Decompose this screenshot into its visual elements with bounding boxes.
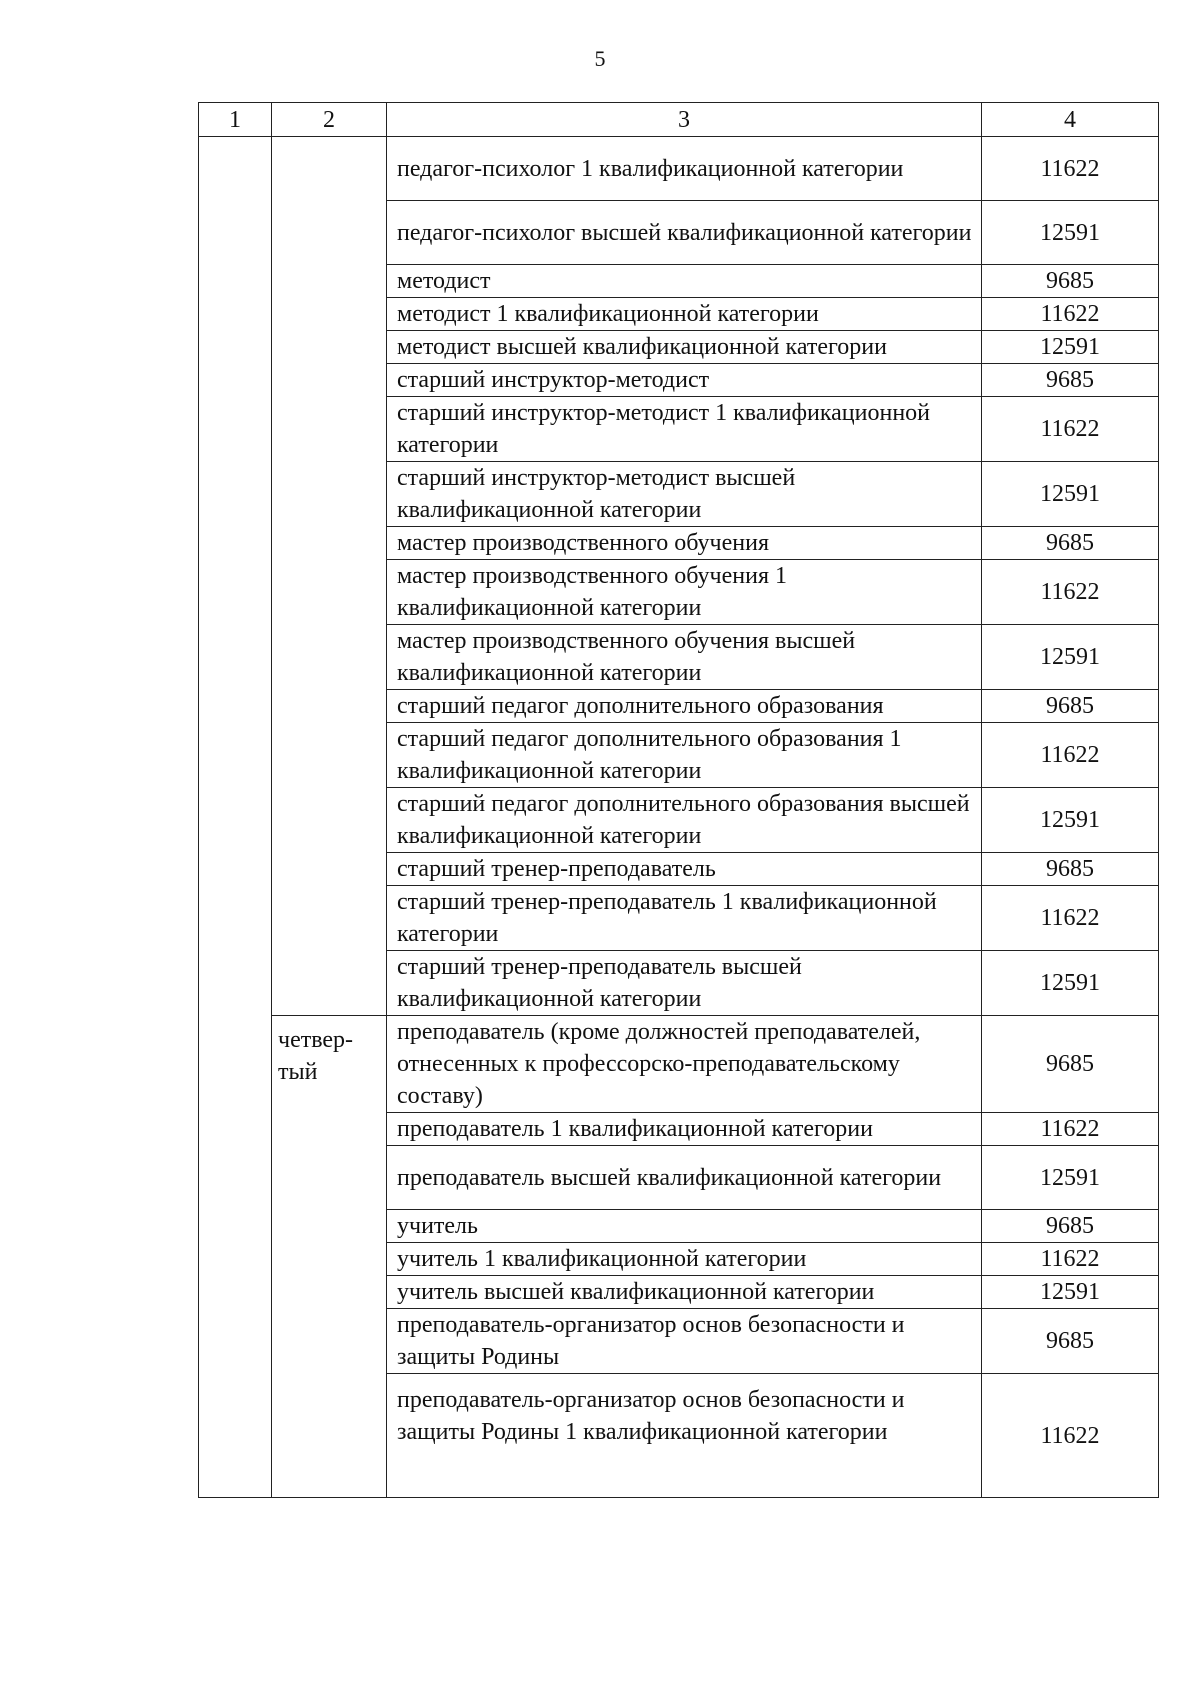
position-cell: преподаватель-организатор основ безопасности и защиты Родины 1 квалификационной категории: [387, 1374, 982, 1498]
salary-cell: 12591: [982, 331, 1159, 364]
salary-cell: 9685: [982, 690, 1159, 723]
column-2-cell-empty: [272, 137, 387, 1016]
column-1-cell: [199, 137, 272, 1498]
salary-cell: 12591: [982, 951, 1159, 1016]
salary-cell: 12591: [982, 1146, 1159, 1210]
table-row: [199, 137, 1159, 201]
table-row: [199, 1016, 1159, 1113]
position-cell: мастер производственного обучения 1 квалификационной категории: [387, 560, 982, 625]
position-cell: методист высшей квалификационной категории: [387, 331, 982, 364]
salary-cell: 9685: [982, 1016, 1159, 1113]
salary-cell: 11622: [982, 397, 1159, 462]
salary-cell: 9685: [982, 364, 1159, 397]
salary-cell: 11622: [982, 298, 1159, 331]
group-label: четвер- тый: [278, 1027, 354, 1085]
column-header-4: 4: [982, 103, 1159, 137]
position-cell: старший педагог дополнительного образования 1 квалификационной категории: [387, 723, 982, 788]
page-number: 5: [594, 46, 606, 71]
column-header-1: 1: [199, 103, 272, 137]
salary-cell: 11622: [982, 1243, 1159, 1276]
position-cell: старший тренер-преподаватель: [387, 853, 982, 886]
salary-cell: 11622: [982, 1113, 1159, 1146]
position-cell: старший тренер-преподаватель 1 квалификационной категории: [387, 886, 982, 951]
position-cell: учитель: [387, 1210, 982, 1243]
salary-cell: 12591: [982, 1276, 1159, 1309]
salary-cell: 9685: [982, 527, 1159, 560]
position-cell: старший педагог дополнительного образования: [387, 690, 982, 723]
salary-cell: 11622: [982, 886, 1159, 951]
position-cell: учитель 1 квалификационной категории: [387, 1243, 982, 1276]
position-cell: методист 1 квалификационной категории: [387, 298, 982, 331]
salary-cell: 9685: [982, 853, 1159, 886]
salary-cell: 9685: [982, 1210, 1159, 1243]
position-cell: мастер производственного обучения высшей квалификационной категории: [387, 625, 982, 690]
position-cell: старший тренер-преподаватель высшей квалификационной категории: [387, 951, 982, 1016]
salary-cell: 11622: [982, 1374, 1159, 1498]
salary-cell: 12591: [982, 625, 1159, 690]
salary-cell: 11622: [982, 723, 1159, 788]
position-cell: учитель высшей квалификационной категории: [387, 1276, 982, 1309]
position-cell: мастер производственного обучения: [387, 527, 982, 560]
column-header-2: 2: [272, 103, 387, 137]
salary-cell: 12591: [982, 462, 1159, 527]
position-cell: преподаватель высшей квалификационной категории: [387, 1146, 982, 1210]
group-label-cell: [272, 1016, 387, 1498]
position-cell: преподаватель (кроме должностей преподавателей, отнесенных к профессорско-преподавательскому составу): [387, 1016, 982, 1113]
header-row: [199, 103, 1159, 137]
position-cell: преподаватель 1 квалификационной категории: [387, 1113, 982, 1146]
position-cell: старший педагог дополнительного образования высшей квалификационной категории: [387, 788, 982, 853]
position-cell: старший инструктор-методист: [387, 364, 982, 397]
salary-cell: 11622: [982, 137, 1159, 201]
column-header-3: 3: [387, 103, 982, 137]
position-cell: старший инструктор-методист высшей квалификационной категории: [387, 462, 982, 527]
salary-cell: 12591: [982, 788, 1159, 853]
salary-cell: 11622: [982, 560, 1159, 625]
position-cell: преподаватель-организатор основ безопасности и защиты Родины: [387, 1309, 982, 1374]
position-cell: методист: [387, 265, 982, 298]
salary-cell: 9685: [982, 1309, 1159, 1374]
salary-cell: 12591: [982, 201, 1159, 265]
position-cell: педагог-психолог 1 квалификационной категории: [387, 137, 982, 201]
position-cell: педагог-психолог высшей квалификационной категории: [387, 201, 982, 265]
position-cell: старший инструктор-методист 1 квалификационной категории: [387, 397, 982, 462]
salary-table: [198, 102, 1159, 1498]
salary-cell: 9685: [982, 265, 1159, 298]
